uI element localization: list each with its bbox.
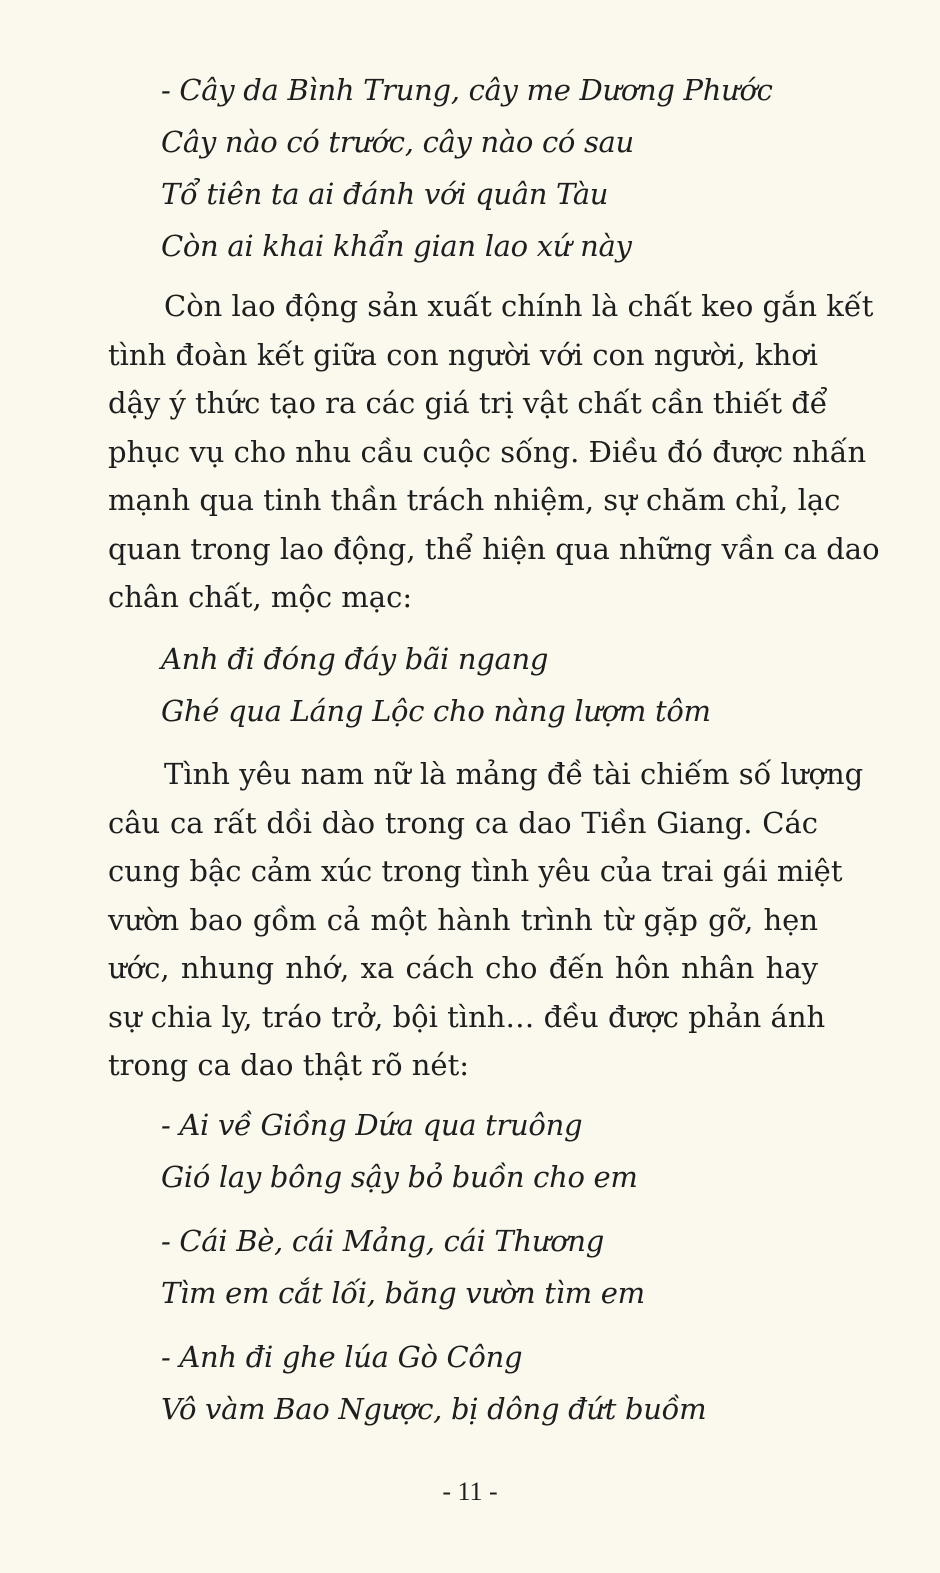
verse-line: - Cái Bè, cái Mảng, cái Thương: [161, 1224, 605, 1258]
paragraph-line: cung bậc cảm xúc trong tình yêu của trai gái miệt: [108, 854, 843, 888]
verse-block-5: [108, 1331, 818, 1435]
verse-line: - Ai về Giồng Dứa qua truông: [161, 1108, 583, 1142]
paragraph-line: Tình yêu nam nữ là mảng đề tài chiếm số lượng: [164, 757, 864, 791]
paragraph-line: sự chia ly, tráo trở, bội tình… đều được phản ánh: [108, 999, 826, 1034]
verse-line: Vô vàm Bao Ngược, bị dông đứt buồm: [161, 1392, 707, 1426]
paragraph-line: mạnh qua tinh thần trách nhiệm, sự chăm chỉ, lạc: [108, 483, 841, 517]
paragraph-line: quan trong lao động, thể hiện qua những vần ca dao: [108, 531, 880, 566]
verse-line: Cây nào có trước, cây nào có sau: [161, 125, 634, 159]
paragraph-line: dậy ý thức tạo ra các giá trị vật chất cần thiết để: [108, 386, 828, 420]
verse-line: Ghé qua Láng Lộc cho nàng lượm tôm: [161, 694, 711, 728]
paragraph-line: ước, nhung nhớ, xa cách cho đến hôn nhân hay: [108, 951, 818, 985]
page-number: - 11 -: [442, 1477, 498, 1506]
verse-block-1: [108, 64, 818, 272]
verse-block-3: [108, 1099, 818, 1203]
verse-block-4: [108, 1215, 818, 1319]
verse-line: Còn ai khai khẩn gian lao xứ này: [161, 229, 632, 263]
paragraph-line: phục vụ cho nhu cầu cuộc sống. Điều đó được nhấn: [108, 434, 867, 469]
verse-line: - Anh đi ghe lúa Gò Công: [161, 1340, 523, 1374]
paragraph-1: [108, 282, 880, 622]
paragraph-line: trong ca dao thật rõ nét:: [108, 1048, 470, 1082]
verse-line: Gió lay bông sậy bỏ buồn cho em: [161, 1160, 638, 1194]
verse-line: - Cây da Bình Trung, cây me Dương Phước: [161, 73, 773, 107]
paragraph-line: vườn bao gồm cả một hành trình từ gặp gỡ, hẹn: [108, 902, 818, 937]
verse-block-2: [108, 633, 818, 737]
paragraph-2: [108, 750, 864, 1090]
paragraph-line: Còn lao động sản xuất chính là chất keo gắn kết: [164, 289, 874, 323]
verse-line: Tổ tiên ta ai đánh với quân Tàu: [161, 177, 609, 211]
verse-line: Tìm em cắt lối, băng vườn tìm em: [161, 1276, 645, 1310]
verse-line: Anh đi đóng đáy bãi ngang: [161, 642, 549, 676]
paragraph-line: chân chất, mộc mạc:: [108, 580, 413, 614]
paragraph-line: câu ca rất dồi dào trong ca dao Tiền Giang. Các: [108, 805, 818, 840]
paragraph-line: tình đoàn kết giữa con người với con người, khơi: [108, 337, 818, 372]
